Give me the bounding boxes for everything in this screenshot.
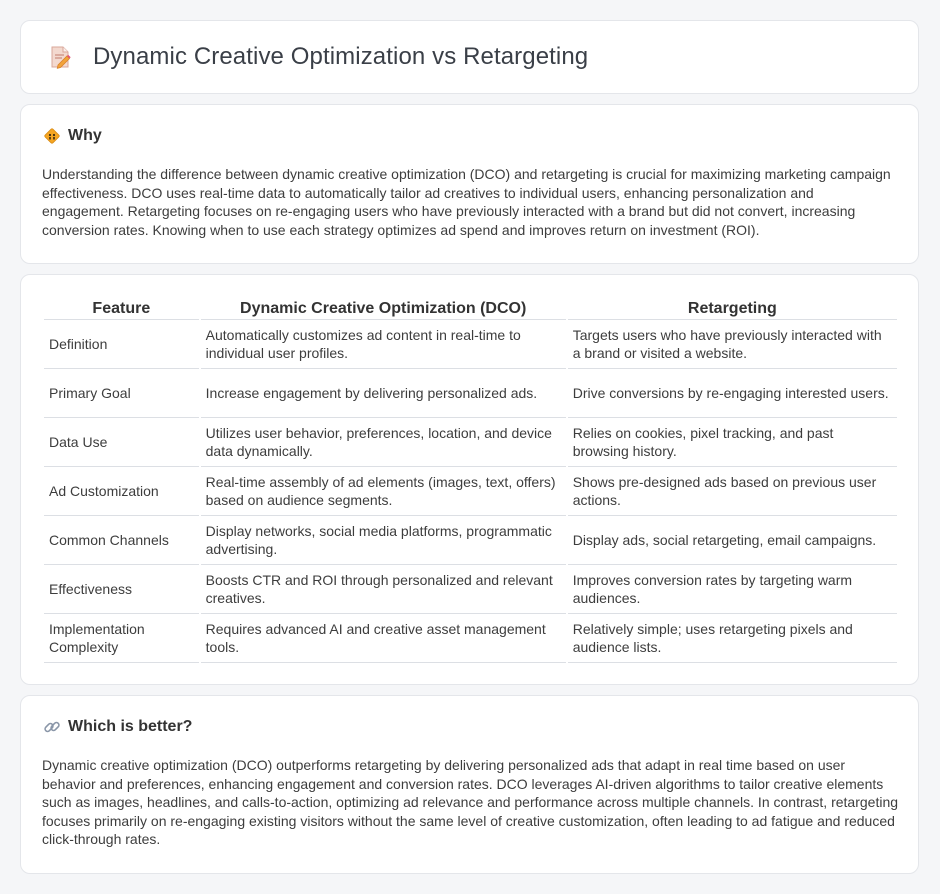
dco-cell: Display networks, social media platforms, programmatic advertising. [201, 516, 566, 565]
title-card [20, 20, 919, 94]
dco-cell: Requires advanced AI and creative asset management tools. [201, 614, 566, 663]
which-is-better-section [20, 695, 919, 874]
table-row [44, 565, 897, 614]
better-heading-row [43, 718, 192, 736]
dco-cell: Real-time assembly of ad elements (images, text, offers) based on audience segments. [201, 467, 566, 516]
title-row [47, 43, 588, 71]
page-title: Dynamic Creative Optimization vs Retargeting [93, 43, 589, 70]
table-row [44, 418, 897, 467]
retargeting-cell: Drive conversions by re-engaging interested users. [568, 369, 897, 418]
document-pencil-icon [47, 44, 73, 70]
feature-cell: Primary Goal [44, 369, 199, 418]
retargeting-cell: Targets users who have previously interacted with a brand or visited a website. [568, 320, 897, 369]
retargeting-cell: Improves conversion rates by targeting warm audiences. [568, 565, 897, 614]
link-icon [43, 718, 61, 736]
better-text: Dynamic creative optimization (DCO) outperforms retargeting by delivering personalized ads that adapt in real time based on user behavior and preferences, enhancing engagement and conversion rates. DCO leverages AI-driven algorithms to tailor creative elements such as images, headlines, and calls-to-action, optimizing ad relevance and performance across multiple channels. In contrast, retargeting focuses primarily on re-engaging existing visitors without the same level of creative customization, often leading to ad fatigue and reduced click-through rates. [42, 757, 899, 847]
dco-cell: Boosts CTR and ROI through personalized and relevant creatives. [201, 565, 566, 614]
table-row [44, 516, 897, 565]
feature-cell: Ad Customization [44, 467, 199, 516]
table-row [44, 614, 897, 663]
comparison-table [42, 295, 899, 663]
table-row [44, 467, 897, 516]
feature-cell: Effectiveness [44, 565, 199, 614]
table-row [44, 320, 897, 369]
why-text: Understanding the difference between dynamic creative optimization (DCO) and retargeting is crucial for maximizing marketing campaign effectiveness. DCO uses real-time data to automatically tailor ad creatives to individual users, enhancing personalization and engagement. Retargeting focuses on re-engaging users who have previously interacted with a brand but did not convert, increasing conversion rates. Knowing when to use each strategy optimizes ad spend and improves return on investment (ROI). [42, 166, 891, 238]
retargeting-cell: Relatively simple; uses retargeting pixels and audience lists. [568, 614, 897, 663]
table-header-row [44, 295, 897, 320]
header-feature: Feature [44, 295, 199, 320]
why-section [20, 104, 919, 264]
dco-cell: Utilizes user behavior, preferences, location, and device data dynamically. [201, 418, 566, 467]
dco-cell: Automatically customizes ad content in real-time to individual user profiles. [201, 320, 566, 369]
header-retargeting: Retargeting [568, 295, 897, 320]
feature-cell: Common Channels [44, 516, 199, 565]
table-row [44, 369, 897, 418]
highlight-sign-icon [43, 127, 61, 145]
feature-cell: Implementation Complexity [44, 614, 199, 663]
retargeting-cell: Relies on cookies, pixel tracking, and past browsing history. [568, 418, 897, 467]
retargeting-cell: Display ads, social retargeting, email campaigns. [568, 516, 897, 565]
retargeting-cell: Shows pre-designed ads based on previous user actions. [568, 467, 897, 516]
comparison-section [20, 274, 919, 685]
feature-cell: Definition [44, 320, 199, 369]
header-dco: Dynamic Creative Optimization (DCO) [201, 295, 566, 320]
feature-cell: Data Use [44, 418, 199, 467]
dco-cell: Increase engagement by delivering personalized ads. [201, 369, 566, 418]
better-heading: Which is better? [68, 718, 193, 735]
why-heading: Why [68, 127, 102, 144]
why-heading-row [43, 127, 102, 145]
